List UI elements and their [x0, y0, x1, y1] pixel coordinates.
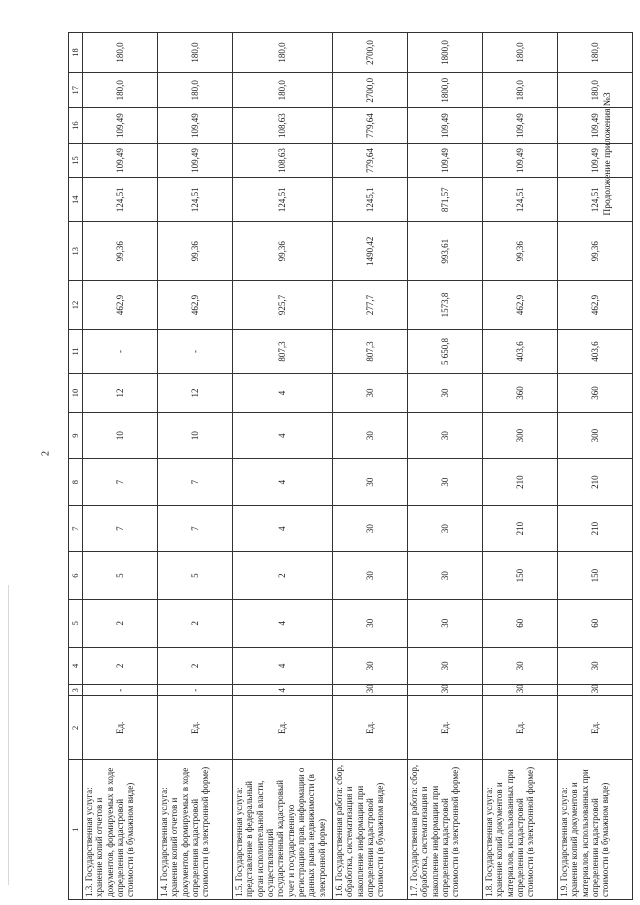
table-cell: 2 — [83, 647, 158, 685]
table-cell: Ед. — [233, 696, 333, 760]
table-cell: 1800,0 — [408, 72, 483, 107]
table-cell: 12 — [158, 374, 233, 413]
column-header: 6 — [69, 552, 83, 600]
table-cell: 150 — [483, 552, 558, 600]
table-cell: 210 — [558, 459, 633, 506]
table-cell: 109,49 — [483, 143, 558, 177]
table-cell: 210 — [483, 505, 558, 552]
column-header: 8 — [69, 459, 83, 506]
appendix-title-text: Продолжение приложения №3 — [603, 92, 613, 216]
scan-edge-line — [8, 585, 9, 885]
table-cell: 30 — [408, 505, 483, 552]
table-cell: 807,3 — [233, 329, 333, 373]
table-cell: Ед. — [158, 696, 233, 760]
table-cell: 109,49 — [408, 108, 483, 143]
column-header: 9 — [69, 412, 83, 459]
table-cell: 360 — [483, 374, 558, 413]
table-cell: 124,51 — [83, 178, 158, 222]
column-header: 2 — [69, 696, 83, 760]
table-row — [83, 33, 158, 900]
table-cell: 462,9 — [558, 281, 633, 330]
table-cell: 30 — [483, 647, 558, 685]
table-cell: 108,63 — [233, 108, 333, 143]
table-cell: - — [158, 685, 233, 696]
table-cell: 30 — [408, 412, 483, 459]
column-header: 3 — [69, 685, 83, 696]
table-cell: 925,7 — [233, 281, 333, 330]
column-header: 11 — [69, 329, 83, 373]
table-cell: 360 — [558, 374, 633, 413]
table-cell: 109,49 — [158, 143, 233, 177]
table-cell: 150 — [558, 552, 633, 600]
table-cell: 99,36 — [83, 222, 158, 281]
table-cell: 993,61 — [408, 222, 483, 281]
table-cell: 2 — [158, 599, 233, 647]
table-cell: 109,49 — [483, 108, 558, 143]
table-cell: 403,6 — [558, 329, 633, 373]
table-cell: 180,0 — [158, 72, 233, 107]
table-cell: 807,3 — [333, 329, 408, 373]
table-cell: 1245,1 — [333, 178, 408, 222]
page-number: 2 — [40, 451, 52, 456]
table-cell: 30 — [333, 459, 408, 506]
table-row — [158, 33, 233, 900]
table-row — [408, 33, 483, 900]
table-cell: 108,63 — [233, 143, 333, 177]
service-description-cell: 1.8. Государственная услуга: хранение копий документов и материалов, использованных при определении кадастровой стоимости (в электронной форме) — [483, 760, 558, 900]
table-cell: 2 — [233, 552, 333, 600]
table-cell: 7 — [83, 459, 158, 506]
table-cell: Ед. — [558, 696, 633, 760]
header-row — [69, 33, 83, 900]
column-header: 15 — [69, 143, 83, 177]
table-cell: 30 — [333, 647, 408, 685]
table-cell: 7 — [83, 505, 158, 552]
table-cell: 109,49 — [158, 108, 233, 143]
column-header: 5 — [69, 599, 83, 647]
table-cell: 462,9 — [483, 281, 558, 330]
column-header: 17 — [69, 72, 83, 107]
table-cell: 2 — [83, 599, 158, 647]
table-cell: 7 — [158, 505, 233, 552]
table-cell: 180,0 — [233, 33, 333, 73]
table-cell: 109,49 — [558, 143, 633, 177]
table-cell: 180,0 — [83, 33, 158, 73]
table-cell: 300 — [558, 412, 633, 459]
table-row — [483, 33, 558, 900]
table-cell: 30 — [408, 647, 483, 685]
table-row — [558, 33, 633, 900]
table-cell: 5 — [83, 552, 158, 600]
table-cell: 871,57 — [408, 178, 483, 222]
table-cell: 124,51 — [233, 178, 333, 222]
table-cell: 2700,0 — [333, 33, 408, 73]
table-cell: 180,0 — [483, 33, 558, 73]
table-cell: 4 — [233, 647, 333, 685]
table-cell: 30 — [558, 685, 633, 696]
column-header: 18 — [69, 33, 83, 73]
table-cell: 99,36 — [233, 222, 333, 281]
table-row — [333, 33, 408, 900]
table-cell: 124,51 — [483, 178, 558, 222]
table-cell: 180,0 — [158, 33, 233, 73]
table-cell: 30 — [408, 552, 483, 600]
table-cell: 60 — [483, 599, 558, 647]
table-cell: 99,36 — [158, 222, 233, 281]
table-cell: 779,64 — [333, 143, 408, 177]
table-cell: Ед. — [83, 696, 158, 760]
table-cell: 109,49 — [83, 143, 158, 177]
table-cell: 30 — [558, 647, 633, 685]
table-cell: 109,49 — [558, 108, 633, 143]
table-cell: 30 — [408, 374, 483, 413]
rotated-table-area — [68, 32, 611, 900]
table-cell: 1490,42 — [333, 222, 408, 281]
table-cell: 30 — [333, 412, 408, 459]
table-cell: 5 650,8 — [408, 329, 483, 373]
table-cell: 30 — [333, 599, 408, 647]
table-cell: 277,7 — [333, 281, 408, 330]
table-cell: 10 — [83, 412, 158, 459]
table-cell: Ед. — [483, 696, 558, 760]
service-description-cell: 1.3. Государственная услуга: хранение копий отчетов и документов, формируемых в ходе определения кадастровой стоимости (в бумажном виде) — [83, 760, 158, 900]
table-cell: 30 — [333, 552, 408, 600]
table-cell: 180,0 — [233, 72, 333, 107]
table-cell: 30 — [408, 685, 483, 696]
table-cell: 4 — [233, 685, 333, 696]
table-cell: 124,51 — [158, 178, 233, 222]
table-cell: 30 — [483, 685, 558, 696]
column-header: 10 — [69, 374, 83, 413]
table-cell: 1800,0 — [408, 33, 483, 73]
table-cell: 210 — [558, 505, 633, 552]
service-description-cell: 1.7. Государственная работа: сбор, обработка, систематизация и накопление информации при определении кадастровой стоимости (в электронной форме) — [408, 760, 483, 900]
table-cell: 210 — [483, 459, 558, 506]
table-cell: 30 — [333, 685, 408, 696]
table-cell: 4 — [233, 412, 333, 459]
column-header: 16 — [69, 108, 83, 143]
service-description-cell: 1.4. Государственная услуга: хранение копий отчетов и документов, формируемых в ходе определения кадастровой стоимости (в электронной форме) — [158, 760, 233, 900]
table-cell: 30 — [333, 374, 408, 413]
table-cell: 5 — [158, 552, 233, 600]
table-cell: 12 — [83, 374, 158, 413]
landscape-page — [68, 32, 611, 900]
column-header: 13 — [69, 222, 83, 281]
service-description-cell: 1.6. Государственная работа: сбор, обработка, систематизация и накопление информации при определении кадастровой стоимости (в бумажном виде) — [333, 760, 408, 900]
table-cell: 60 — [558, 599, 633, 647]
table-cell: 2 — [158, 647, 233, 685]
column-header: 4 — [69, 647, 83, 685]
table-cell: 180,0 — [558, 33, 633, 73]
table-cell: - — [158, 329, 233, 373]
table-cell: 462,9 — [158, 281, 233, 330]
table-cell: 30 — [408, 599, 483, 647]
table-cell: 180,0 — [83, 72, 158, 107]
table-cell: 300 — [483, 412, 558, 459]
column-header: 1 — [69, 760, 83, 900]
data-table — [68, 32, 633, 900]
table-cell: 1573,8 — [408, 281, 483, 330]
table-cell: 109,49 — [83, 108, 158, 143]
column-header: 12 — [69, 281, 83, 330]
table-cell: - — [83, 329, 158, 373]
table-cell: 109,49 — [408, 143, 483, 177]
table-cell: 4 — [233, 374, 333, 413]
service-description-cell: 1.9. Государственная услуга: хранение копий документов и материалов, использованных при определении кадастровой стоимости (в бумажном виде) — [558, 760, 633, 900]
service-description-cell: 1.5. Государственная услуга: представление в федеральный орган исполнительной власти, осуществляющий государственный кадастровый учет и государственную регистрацию прав, информации о данных рынка недвижимости (в электронной форме) — [233, 760, 333, 900]
table-cell: 403,6 — [483, 329, 558, 373]
table-body — [83, 33, 633, 900]
table-cell: 4 — [233, 505, 333, 552]
table-cell: 99,36 — [483, 222, 558, 281]
table-cell: 10 — [158, 412, 233, 459]
table-cell: Ед. — [333, 696, 408, 760]
table-cell: 2700,0 — [333, 72, 408, 107]
table-cell: 180,0 — [558, 72, 633, 107]
table-cell: 180,0 — [483, 72, 558, 107]
table-cell: Ед. — [408, 696, 483, 760]
column-header: 14 — [69, 178, 83, 222]
table-cell: 779,64 — [333, 108, 408, 143]
table-cell: 30 — [408, 459, 483, 506]
table-cell: 4 — [233, 459, 333, 506]
table-cell: 124,51 — [558, 178, 633, 222]
table-cell: 30 — [333, 505, 408, 552]
table-cell: 4 — [233, 599, 333, 647]
table-cell: 99,36 — [558, 222, 633, 281]
table-cell: - — [83, 685, 158, 696]
table-cell: 7 — [158, 459, 233, 506]
table-row — [233, 33, 333, 900]
column-header: 7 — [69, 505, 83, 552]
table-cell: 462,9 — [83, 281, 158, 330]
